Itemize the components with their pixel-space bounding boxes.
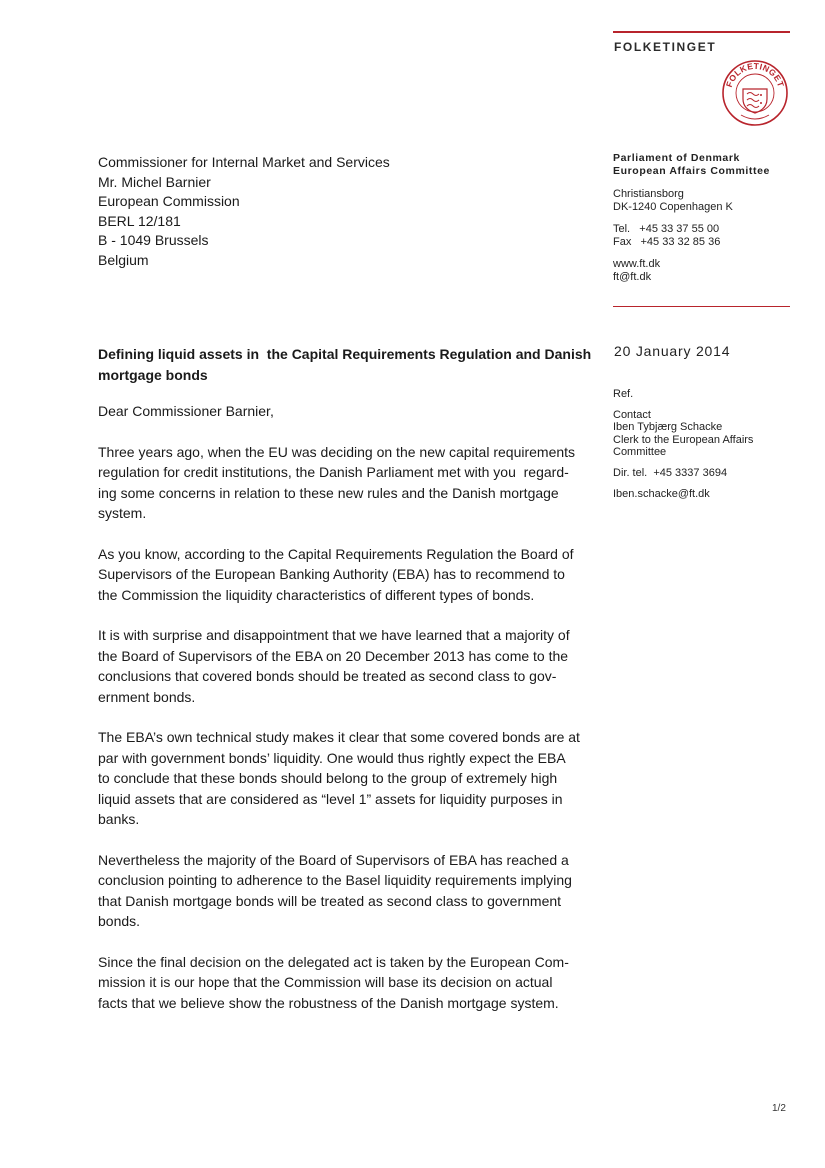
paragraph-line: that Danish mortgage bonds will be treated as second class to government xyxy=(98,892,562,909)
sender-fax: Fax +45 33 32 85 36 xyxy=(613,235,721,248)
subject-line: Defining liquid assets in the Capital Requirements Regulation and Danish xyxy=(98,346,592,362)
body-paragraph xyxy=(98,544,588,606)
body-paragraph xyxy=(98,850,588,932)
paragraph-line: bonds. xyxy=(98,913,141,929)
salutation: Dear Commissioner Barnier, xyxy=(98,403,274,419)
contact-label: Contact xyxy=(613,408,651,421)
paragraph-line: Nevertheless the majority of the Board of Supervisors of EBA has reached a xyxy=(98,851,569,868)
paragraph-line: liquid assets that are considered as “level 1” assets for liquidity purposes in xyxy=(98,790,563,807)
contact-title-line2: Committee xyxy=(613,446,667,459)
paragraph-line: The EBA’s own technical study makes it clear that some covered bonds are at xyxy=(98,729,580,745)
paragraph-line: the Commission the liquidity characteristics of different types of bonds. xyxy=(98,586,535,603)
paragraph-line: Three years ago, when the EU was deciding on the new capital requirements xyxy=(98,443,576,460)
letter-subject xyxy=(98,344,592,385)
paragraph-line: system. xyxy=(98,505,147,521)
brand-name: FOLKETINGET xyxy=(614,40,717,54)
sender-web-link[interactable]: www.ft.dk xyxy=(613,258,661,271)
header-red-rule xyxy=(613,31,790,33)
contact-info xyxy=(613,388,803,500)
sidebar-red-rule xyxy=(613,306,790,307)
recipient-line: B - 1049 Brussels xyxy=(98,232,209,248)
paragraph-line: regulation for credit institutions, the Danish Parliament met with you regard- xyxy=(98,464,569,480)
ref-label: Ref. xyxy=(613,388,634,400)
contact-title-line1: Clerk to the European Affairs xyxy=(613,433,754,446)
recipient-address xyxy=(98,153,390,270)
sender-org-line1: Parliament of Denmark xyxy=(613,152,740,164)
svg-text:FOLKETINGET: FOLKETINGET xyxy=(723,60,787,89)
recipient-line: BERL 12/181 xyxy=(98,212,181,229)
paragraph-line: to conclude that these bonds should belong to the group of extremely high xyxy=(98,770,558,786)
paragraph-line: ernment bonds. xyxy=(98,688,196,705)
contact-email-link[interactable]: Iben.schacke@ft.dk xyxy=(613,487,710,500)
sender-email-link[interactable]: ft@ft.dk xyxy=(613,270,652,283)
body-paragraph xyxy=(98,442,588,524)
body-paragraph xyxy=(98,727,588,830)
recipient-line: Commissioner for Internal Market and Services xyxy=(98,154,390,170)
paragraph-line: conclusions that covered bonds should be treated as second class to gov- xyxy=(98,668,557,684)
body-paragraph xyxy=(98,952,588,1014)
subject-line: mortgage bonds xyxy=(98,366,208,383)
recipient-line: Mr. Michel Barnier xyxy=(98,173,211,190)
letter-date: 20 January 2014 xyxy=(614,343,731,359)
paragraph-line: conclusion pointing to adherence to the Basel liquidity requirements implying xyxy=(98,872,572,888)
sender-tel: Tel. +45 33 37 55 00 xyxy=(613,223,720,236)
letter-body xyxy=(98,344,592,1033)
body-paragraph xyxy=(98,625,588,707)
sender-org-line2: European Affairs Committee xyxy=(613,165,770,177)
sender-info xyxy=(613,152,803,284)
paragraph-line: mission it is our hope that the Commission will base its decision on actual xyxy=(98,974,553,990)
paragraph-line: par with government bonds’ liquidity. One would thus rightly expect the EBA xyxy=(98,749,566,766)
page-number: 1/2 xyxy=(772,1103,786,1114)
paragraph-line: the Board of Supervisors of the EBA on 20 December 2013 has come to the xyxy=(98,647,569,664)
paragraph-line: ing some concerns in relation to these new rules and the Danish mortgage xyxy=(98,484,559,501)
sender-address-line1: Christiansborg xyxy=(613,188,684,200)
recipient-line: European Commission xyxy=(98,193,240,209)
contact-name: Iben Tybjærg Schacke xyxy=(613,421,723,434)
paragraph-line: As you know, according to the Capital Requirements Regulation the Board of xyxy=(98,545,574,562)
folketinget-seal-icon xyxy=(721,59,789,127)
sender-address-line2: DK-1240 Copenhagen K xyxy=(613,200,733,213)
paragraph-line: Supervisors of the European Banking Authority (EBA) has to recommend to xyxy=(98,566,565,582)
recipient-line: Belgium xyxy=(98,251,149,268)
paragraph-line: facts that we believe show the robustness of the Danish mortgage system. xyxy=(98,994,559,1011)
paragraph-line: Since the final decision on the delegated act is taken by the European Com- xyxy=(98,953,569,970)
paragraph-line: It is with surprise and disappointment that we have learned that a majority of xyxy=(98,627,570,643)
contact-dir-tel: Dir. tel. +45 3337 3694 xyxy=(613,466,728,479)
paragraph-line: banks. xyxy=(98,811,140,827)
